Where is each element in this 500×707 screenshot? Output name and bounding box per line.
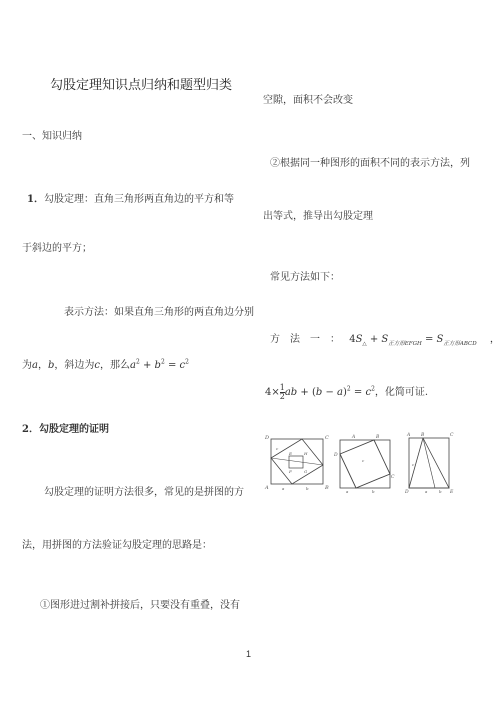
- f3-label-c: C: [450, 433, 454, 438]
- point2-line2: 出等式，推导出勾股定理: [263, 211, 373, 222]
- pythagorean-formula: $a^2 + b^2 = c^2$: [129, 358, 189, 371]
- proof-figure-3: [405, 430, 455, 494]
- f2-label-side-a: a: [346, 489, 349, 494]
- sub-triangle: △: [362, 341, 367, 347]
- f3-label-d: D: [405, 490, 409, 494]
- rep-mid: ，斜边为: [54, 360, 95, 371]
- common-methods-line: 常见方法如下：: [270, 272, 340, 283]
- f1-label-side-b: b: [306, 486, 309, 491]
- f3-label-e: E: [450, 490, 454, 494]
- f1-label-c: C: [325, 435, 329, 441]
- f2-label-side-b: b: [372, 489, 375, 494]
- f1-label-side-c: c: [276, 446, 279, 451]
- rep-then: ，那么: [99, 360, 130, 371]
- f1-label-f: F: [289, 469, 292, 474]
- proof-heading: [22, 424, 109, 436]
- item2-number: 2．: [22, 424, 39, 435]
- var-b: b: [47, 360, 55, 371]
- item1-text: 直角三角形两直角边的平方和等: [93, 194, 234, 205]
- f1-label-side-a: a: [282, 486, 285, 491]
- proof-figure-1: [262, 432, 332, 492]
- f3-label-b: B: [421, 433, 425, 438]
- f1-label-g: G: [304, 469, 308, 474]
- sub-efgh: 正方形EFGH: [388, 341, 422, 347]
- method-one-label: 方 法 一 ：: [270, 334, 340, 345]
- item2-label: 勾股定理的证明: [38, 424, 109, 435]
- representation-formula-line: [22, 360, 189, 372]
- f2-label-d: D: [334, 453, 338, 458]
- item1-number: 1．: [27, 194, 44, 205]
- proof-figure-2: [334, 432, 396, 494]
- f2-label-b: B: [376, 435, 380, 440]
- simplify-note: ，化简可证.: [374, 387, 429, 398]
- representation-line: 表示方法：如果直角三角形的两直角边分别: [64, 307, 254, 318]
- method-one-equation: 4× $\frac{1}{2}$ ab + $(b - a)^2 = c^2$，化简可证.: [265, 383, 429, 401]
- var-a: a: [32, 360, 38, 371]
- f1-label-d: D: [265, 435, 270, 441]
- f3-label-side-a: a: [425, 489, 428, 494]
- document-title: 勾股定理知识点归纳和题型归类: [50, 78, 233, 93]
- method-one-line: [270, 334, 500, 346]
- f3-label-side-b: b: [439, 489, 442, 494]
- sub-abcd: 正方形ABCD: [443, 341, 477, 347]
- f1-label-b: B: [325, 485, 329, 491]
- var-c: c: [94, 360, 100, 371]
- f1-label-e: E: [289, 451, 292, 456]
- proof-paragraph-line2: 法，用拼图的方法验证勾股定理的思路是：: [22, 540, 212, 551]
- f3-label-a: A: [407, 433, 411, 438]
- theorem-paragraph: [27, 194, 234, 206]
- f2-label-c: C: [391, 475, 395, 480]
- f2-label-side-c: c: [362, 458, 365, 463]
- section-heading-knowledge: 一、知识归纳: [22, 131, 82, 142]
- theorem-paragraph-cont: 于斜边的平方；: [22, 243, 92, 254]
- f2-label-a: A: [352, 435, 356, 440]
- proof-paragraph-line3: ①图形进过割补拼接后，只要没有重叠，没有: [40, 600, 240, 611]
- item1-label: 勾股定理：: [43, 194, 94, 205]
- point2-line1: ②根据同一种图形的面积不同的表示方法，列: [270, 158, 470, 169]
- rep-comma: ，: [37, 360, 48, 371]
- method-one-formula: $4S_\triangle + S_{正方形EFGH} = S_{正方形ABCD}$: [349, 334, 477, 347]
- f1-label-h: H: [304, 451, 308, 456]
- f1-label-a: A: [265, 485, 269, 491]
- continued-line: 空隙，面积不会改变: [263, 95, 353, 106]
- method-one-tail: ，: [489, 334, 500, 345]
- rep-prefix: 为: [22, 360, 32, 371]
- f3-label-side-c: c: [412, 462, 415, 467]
- proof-paragraph-line1: 勾股定理的证明方法很多，常见的是拼图的方: [44, 487, 244, 498]
- page-number: 1: [246, 649, 252, 659]
